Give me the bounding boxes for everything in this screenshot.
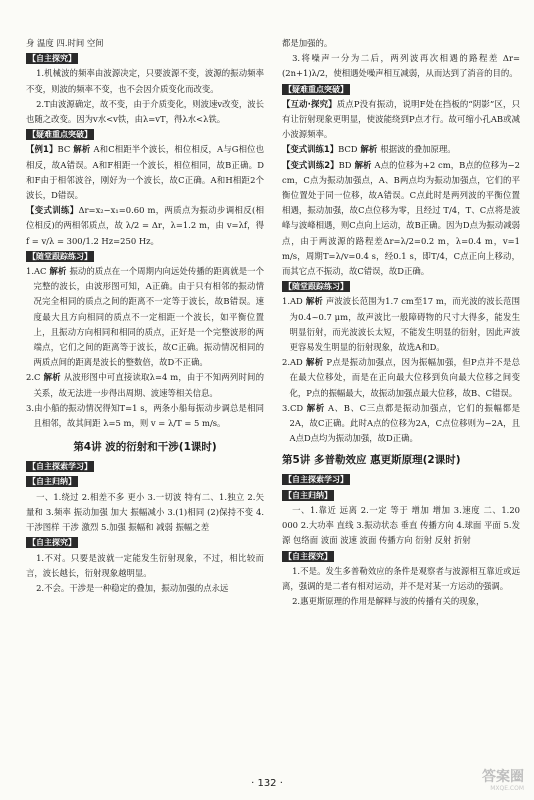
paragraph <box>282 294 520 355</box>
analysis-label: 解析 <box>305 357 324 368</box>
interaction-text: 质点P没有振动，说明F处在挡板的“阴影”区，只有让衍射现象更明显，使波能绕到P点才行。故可缩小孔AB或减小波源频率。 <box>282 98 520 140</box>
section-tag: 【自主探究】 <box>28 54 76 64</box>
paragraph <box>26 370 264 400</box>
paragraph: 3.由小船的振动情况得知T=1 s，两条小船每振动步调总是相同且相邻，故其间距 λ=5 m，则 v = λ/T = 5 m/s。 <box>26 402 264 429</box>
text-line: 都是加强的。 <box>282 38 333 48</box>
section-tag: 【疑难重点突破】 <box>28 130 92 140</box>
paragraph: 3.将噪声一分为二后，两列波再次相遇的路程差 Δr=(2n+1)λ/2，使相遇处噪声相互减弱，从而达到了消音的目的。 <box>282 53 520 79</box>
right-column <box>282 36 520 609</box>
answer: 1.AD <box>282 296 303 307</box>
paragraph <box>282 158 520 280</box>
analysis-text: 根据波的叠加原理。 <box>380 144 456 155</box>
analysis-label: 解析 <box>360 144 378 155</box>
section-tag: 【自主归纳】 <box>28 477 76 487</box>
example-label: 【例1】 <box>26 144 58 155</box>
paragraph <box>282 401 520 447</box>
analysis-label: 解析 <box>354 159 372 170</box>
exercise-label: 【变式训练】 <box>26 205 79 216</box>
answer: 1.AC <box>26 266 47 277</box>
section-tag: 【自主归纳】 <box>284 490 332 500</box>
answer: BC <box>57 144 71 155</box>
paragraph: 1.不是。发生多普勒效应的条件是观察者与波源相互靠近或远离，强调的是二者有相对运动，并不是对某一方运动的强调。 <box>282 565 520 591</box>
analysis-text: P点是振动加强点，因为振幅加强，但P点并不是总在最大位移处，而是在正向最大位移到负向最大位移之间变化，P点的振幅最大，故振动加强点最大位移，故B、C错误。 <box>289 357 520 398</box>
analysis-text: A点的位移为+2 cm，B点的位移为−2 cm，C点为振动加强点，A、B两点均为振动加强点，它们的平衡位置处于同一位移，故A错误。C点此时是两列波的平衡位置相遇，振动加强，故C点位移为零，且经过 T/4，T、C点将是波峰与波峰相遇，则C点向上运动，故B正确。因为D点为振动减弱点，由于两波源的路程差Δr=λ/2=0.2 m，λ=0.4 m，v=1 m/s，周期T=λ/v=0.4 s，经0.1 s，即T/4，C点正向上移动，而其它点不振动，故C错误，故D正确。 <box>282 159 521 277</box>
exercise-label: 【变式训练2】 <box>282 159 339 170</box>
analysis-text: 声波波长范围为1.7 cm至17 m，而光波的波长范围为0.4~0.7 μm，故声波比一般障碍物的尺寸大得多，能发生明显衍射，而光波波长太短，不能发生明显的衍射，因此声波更容易发生明显的衍射现象，故选A和D。 <box>289 296 521 353</box>
paragraph <box>282 97 520 143</box>
analysis-text: A、B、C三点都是振动加强点，它们的振幅都是2A，故C正确。此时A点的位移为2A，C点位移则为−2A，且A点D点均为振动加强，故D正确。 <box>289 402 521 444</box>
exercise-label: 【变式训练1】 <box>282 144 339 155</box>
analysis-label: 解析 <box>49 266 67 277</box>
analysis-text: 振动的质点在一个周期内向远处传播的距离就是一个完整的波长，由波形图可知，A正确。由于只有相邻的振动情况完全相同的质点之间的距离不一定等于波长，故B错误。速度最大且方向相同的质点不一定相距一个波长，如平衡位置上，且振动方向相同和相同的质点，正好是一个完整波形的两端点，它们之间的距离等于波长，故C正确。振动情况相同的两质点间的距离是波长的整数倍，故D不正确。 <box>33 266 265 368</box>
paragraph: 2.惠更斯原理的作用是解释与波的传播有关的现象， <box>292 596 485 607</box>
section-tag: 【疑难重点突破】 <box>284 84 348 94</box>
watermark-logo <box>482 770 524 792</box>
paragraph: 2.不会。干涉是一种稳定的叠加，振动加强的点永远 <box>36 582 229 593</box>
left-column <box>26 36 264 596</box>
section-tag: 【自主探究】 <box>28 538 76 548</box>
section-tag: 【随堂跟踪练习】 <box>284 282 348 292</box>
paragraph <box>282 142 520 157</box>
text-line: 身 温度 四.时间 空间 <box>26 38 104 48</box>
watermark-url: MXQE.COM <box>490 785 524 793</box>
answer: BD <box>338 159 352 170</box>
paragraph <box>26 264 264 370</box>
paragraph <box>26 203 264 249</box>
lesson-title: 第5讲 多普勒效应 惠更斯原理(2课时) <box>282 454 461 467</box>
paragraph <box>26 142 264 203</box>
section-tag: 【自主探究】 <box>284 551 332 561</box>
exercise-text: Δr=x₂−x₁=0.60 m，两质点为振动步调相反(相位相反)的两相邻质点，故 λ/2 = Δr，λ=1.2 m，由 v=λf，得 f = v/λ = 300/1.2 Hz=250 Hz。 <box>26 205 264 246</box>
answer: 2.C <box>26 372 41 383</box>
analysis-text: A和C相距半个波长，相位相反，A与G相位也相反，故A错误。A和F相距一个波长，相位相同，故B正确。D和F由于相邻波谷，刚好为一个波长，故C正确。A和H相距2个波长，D错误。 <box>26 144 264 201</box>
interaction-label: 【互动·探究】 <box>282 98 337 109</box>
answer: 2.AD <box>282 357 303 368</box>
watermark-text: 答案圈 <box>482 769 524 785</box>
paragraph: 一、1.绕过 2.相差不多 更小 3.一切波 特有二、1.独立 2.矢量和 3.频率 振动加强 加大 振幅减小 3.(1)相同 (2)保持不变 4.干涉图样 干涉 激烈 5.加强 振幅和 减弱 振幅之差 <box>26 491 264 533</box>
analysis-text: 从波形图中可直接读取λ=4 m，由于不知两列时间的关系，故无法进一步得出周期、波速等相关信息。 <box>33 372 264 398</box>
page-number: · 132 · <box>251 778 283 789</box>
analysis-label: 解析 <box>305 296 323 307</box>
analysis-label: 解析 <box>306 402 325 413</box>
section-tag: 【自主探索学习】 <box>28 462 92 472</box>
analysis-label: 解析 <box>43 372 61 383</box>
paragraph <box>282 355 520 401</box>
lesson-title: 第4讲 波的衍射和干涉(1课时) <box>73 441 217 454</box>
section-tag: 【自主探索学习】 <box>284 475 348 485</box>
section-tag: 【随堂跟踪练习】 <box>28 251 92 261</box>
answer: 3.CD <box>282 402 304 413</box>
paragraph: 一、1.靠近 远离 2.一定 等于 增加 增加 3.速度 二、1.20 000 2.大功率 直线 3.振动状态 垂直 传播方向 4.球面 平面 5.发源 包络面 波面 波速 波面 传播方向 衍射 反射 折射 <box>282 504 520 546</box>
paragraph: 1.机械波的频率由波源决定，只要波源不变，波源的振动频率不变，则波的频率不变，也不会因介质变化而改变。 <box>26 68 264 94</box>
paragraph: 1.不对。只要是波就一定能发生衍射现象，不过，相比较而言，波长越长，衍射现象越明显。 <box>26 552 264 578</box>
answer: BCD <box>338 144 358 155</box>
paragraph: 2.T由波源确定，故不变，由于介质变化，则波速v改变，波长也随之改变。因为v水<v铁，由λ=vT，得λ水<λ铁。 <box>26 98 264 125</box>
analysis-label: 解析 <box>73 144 91 155</box>
